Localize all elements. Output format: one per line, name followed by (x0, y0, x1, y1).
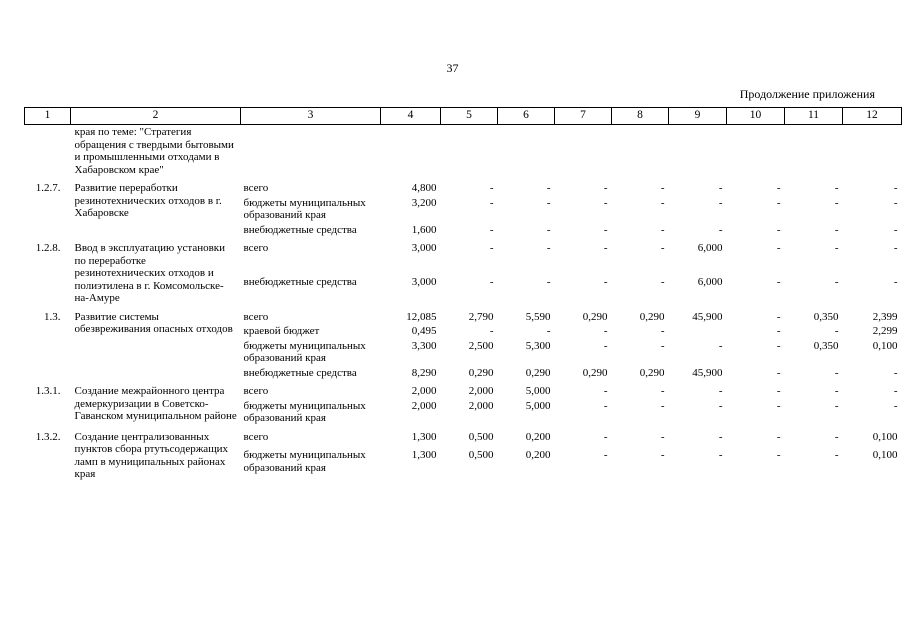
funding-source: всего (243, 310, 269, 323)
value-cell: - (834, 399, 839, 412)
funding-source: всего (243, 182, 269, 194)
value-cell: - (660, 223, 665, 236)
funding-source: внебюджетные средства (243, 276, 357, 289)
empty-cell (843, 125, 902, 178)
item-name: Развитие системы обезвреживания опасных отходов (74, 310, 233, 335)
value-cell: 2,000 (468, 385, 494, 397)
value-cell: - (603, 449, 608, 462)
value-cell: - (546, 276, 551, 289)
item-name: края по теме: "Стратегия обращения с твердыми бытовыми и промышленными отходами в Хабаровском крае" (74, 126, 234, 176)
value-cell: - (893, 399, 898, 412)
value-cell: 1,600 (411, 223, 437, 236)
value-cell: - (834, 449, 839, 462)
value-cell: 0,100 (872, 430, 898, 443)
item-name: Развитие переработки резинотехнических отходов в г. Хабаровске (74, 182, 222, 219)
value-cell: 5,590 (525, 310, 551, 323)
item-code: 1.3. (44, 310, 61, 323)
value-cell: - (603, 399, 608, 412)
item-code: 1.3.1. (35, 385, 61, 397)
value-cell: - (776, 242, 781, 254)
funding-source: бюджеты муниципальных образований края (243, 339, 366, 364)
funding-source: бюджеты муниципальных образований края (243, 399, 366, 424)
value-cell: - (489, 325, 494, 337)
value-cell: - (718, 196, 723, 209)
value-cell: 0,290 (582, 366, 608, 379)
value-cell: 5,300 (525, 339, 551, 352)
funding-source: всего (243, 430, 269, 443)
value-cell: - (893, 276, 898, 289)
value-cell: 8,290 (411, 366, 437, 379)
value-cell: 2,399 (872, 310, 898, 323)
value-cell: - (603, 182, 608, 194)
value-cell: 2,000 (411, 399, 437, 412)
empty-cell (669, 125, 727, 178)
continuation-label: Продолжение приложения (739, 87, 875, 101)
value-cell: 2,000 (468, 399, 494, 412)
empty-cell (785, 125, 843, 178)
value-cell: - (718, 399, 723, 412)
value-cell: 45,900 (692, 310, 723, 323)
value-cell: 6,000 (697, 276, 723, 289)
value-cell: 0,290 (525, 366, 551, 379)
value-cell: - (776, 196, 781, 209)
funding-source: бюджеты муниципальных образований края (243, 196, 366, 221)
item-code: 1.3.2. (35, 430, 61, 443)
table-row (25, 380, 902, 399)
value-cell (669, 324, 727, 339)
value-cell: 0,100 (872, 449, 898, 462)
table-row (25, 306, 902, 325)
empty-cell (727, 125, 785, 178)
value-cell: 3,300 (411, 339, 437, 352)
value-cell: 1,300 (411, 430, 437, 443)
value-cell: - (893, 223, 898, 236)
funding-source: всего (243, 242, 269, 254)
value-cell: - (834, 182, 839, 194)
funding-source: всего (243, 385, 269, 397)
value-cell: 0,100 (872, 339, 898, 352)
value-cell: - (834, 430, 839, 443)
item-name: Создание межрайонного центра демеркуризации в Советско-Гаванском муниципальном районе (74, 385, 237, 422)
header-cell: 3 (241, 108, 381, 125)
item-name: Создание централизованных пунктов сбора ртутьсодержащих ламп в муниципальных районах края (74, 430, 229, 480)
empty-cell (555, 125, 612, 178)
value-cell: - (603, 339, 608, 352)
value-cell: - (893, 366, 898, 379)
table-row (25, 237, 902, 275)
value-cell: 3,000 (411, 276, 437, 289)
value-cell: - (660, 325, 665, 337)
value-cell: - (834, 366, 839, 379)
table-row (25, 426, 902, 449)
value-cell: - (603, 242, 608, 254)
value-cell: - (776, 325, 781, 337)
value-cell: - (776, 339, 781, 352)
value-cell: - (893, 196, 898, 209)
header-cell: 8 (612, 108, 669, 125)
value-cell: - (489, 223, 494, 236)
value-cell: - (834, 242, 839, 254)
value-cell: - (603, 325, 608, 337)
header-cell: 10 (727, 108, 785, 125)
table-row (25, 125, 902, 178)
value-cell: 5,000 (525, 399, 551, 412)
value-cell: - (660, 430, 665, 443)
header-cell: 12 (843, 108, 902, 125)
value-cell: - (893, 385, 898, 397)
empty-cell (498, 125, 555, 178)
value-cell: 0,350 (813, 339, 839, 352)
value-cell: - (489, 196, 494, 209)
value-cell: - (776, 449, 781, 462)
header-cell: 7 (555, 108, 612, 125)
value-cell: - (776, 430, 781, 443)
value-cell: 3,000 (411, 242, 437, 254)
header-row (25, 108, 902, 125)
value-cell: - (776, 385, 781, 397)
value-cell: - (489, 276, 494, 289)
empty-cell (381, 125, 441, 178)
value-cell: - (660, 196, 665, 209)
value-cell: - (603, 430, 608, 443)
value-cell: - (893, 242, 898, 254)
header-cell: 11 (785, 108, 843, 125)
funding-source: краевой бюджет (243, 325, 320, 337)
value-cell: - (776, 223, 781, 236)
page-number: 37 (446, 61, 459, 75)
value-cell: - (660, 339, 665, 352)
value-cell: - (718, 182, 723, 194)
value-cell: - (834, 325, 839, 337)
value-cell: - (718, 430, 723, 443)
value-cell: - (776, 276, 781, 289)
value-cell: - (603, 196, 608, 209)
item-name: Ввод в эксплуатацию установки по переработке резинотехнических отходов и полиэтилена в г. Комсомольске-на-Амуре (74, 242, 226, 304)
value-cell: 0,290 (468, 366, 494, 379)
funding-source: внебюджетные средства (243, 366, 357, 379)
value-cell: 0,290 (582, 310, 608, 323)
value-cell: - (546, 242, 551, 254)
value-cell: 45,900 (692, 366, 723, 379)
header-cell: 5 (441, 108, 498, 125)
header-cell: 1 (25, 108, 71, 125)
header-cell: 2 (71, 108, 241, 125)
value-cell: 2,299 (872, 325, 898, 337)
value-cell: 0,495 (411, 325, 437, 337)
value-cell: - (660, 385, 665, 397)
value-cell: 0,350 (813, 310, 839, 323)
empty-cell (612, 125, 669, 178)
value-cell: - (718, 223, 723, 236)
table-body (25, 125, 902, 482)
value-cell: - (776, 182, 781, 194)
item-code: 1.2.8. (35, 242, 61, 254)
value-cell: - (660, 242, 665, 254)
value-cell: - (546, 196, 551, 209)
value-cell: 6,000 (697, 242, 723, 254)
empty-cell (241, 125, 381, 178)
value-cell: 2,790 (468, 310, 494, 323)
value-cell: - (834, 196, 839, 209)
value-cell: - (718, 449, 723, 462)
header-cell: 6 (498, 108, 555, 125)
value-cell: - (776, 310, 781, 323)
value-cell: 0,290 (639, 310, 665, 323)
value-cell: - (546, 325, 551, 337)
value-cell: - (834, 223, 839, 236)
funding-source: внебюджетные средства (243, 223, 357, 236)
empty-cell (441, 125, 498, 178)
value-cell: 2,500 (468, 339, 494, 352)
header-cell: 9 (669, 108, 727, 125)
value-cell: 4,800 (411, 182, 437, 194)
value-cell: - (489, 182, 494, 194)
value-cell: 0,290 (639, 366, 665, 379)
value-cell: 12,085 (406, 310, 437, 323)
value-cell: - (834, 385, 839, 397)
value-cell: 2,000 (411, 385, 437, 397)
value-cell: - (546, 223, 551, 236)
value-cell: 0,500 (468, 449, 494, 462)
value-cell: - (718, 385, 723, 397)
header-cell: 4 (381, 108, 441, 125)
value-cell: - (660, 449, 665, 462)
value-cell: - (603, 223, 608, 236)
value-cell: - (489, 242, 494, 254)
funding-source: бюджеты муниципальных образований края (243, 449, 366, 474)
value-cell: - (546, 182, 551, 194)
table-row (25, 177, 902, 196)
item-code: 1.2.7. (35, 182, 61, 194)
value-cell: - (660, 276, 665, 289)
value-cell: 0,200 (525, 449, 551, 462)
value-cell: - (660, 399, 665, 412)
value-cell: 1,300 (411, 449, 437, 462)
value-cell: - (603, 276, 608, 289)
value-cell: - (776, 399, 781, 412)
value-cell: 3,200 (411, 196, 437, 209)
value-cell: 0,500 (468, 430, 494, 443)
appendix-table (24, 107, 902, 482)
value-cell: 0,200 (525, 430, 551, 443)
value-cell: - (893, 182, 898, 194)
value-cell: - (660, 182, 665, 194)
value-cell: 5,000 (525, 385, 551, 397)
value-cell: - (603, 385, 608, 397)
value-cell: - (718, 339, 723, 352)
item-code (25, 125, 71, 178)
value-cell: - (776, 366, 781, 379)
value-cell: - (834, 276, 839, 289)
